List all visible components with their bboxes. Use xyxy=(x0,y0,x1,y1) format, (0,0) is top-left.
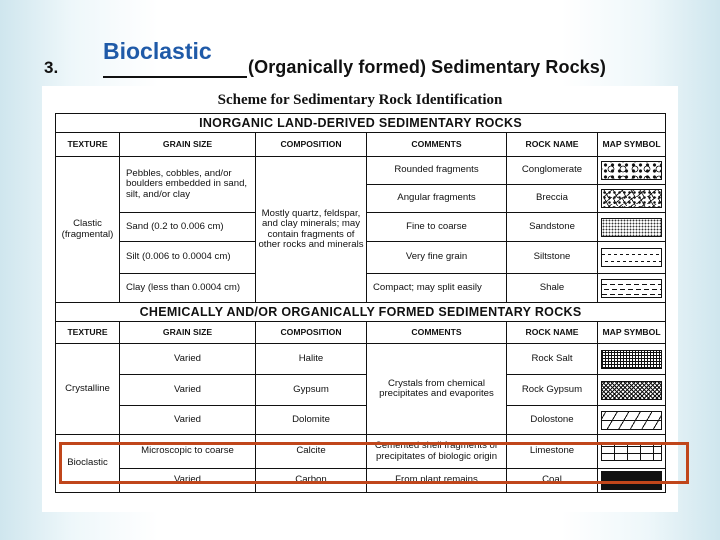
comment-evaporites: Crystals from chemical precipitates and evaporites xyxy=(367,344,507,435)
composition-dolomite: Dolomite xyxy=(256,406,367,435)
grain-varied-dolomite: Varied xyxy=(120,406,256,435)
symbol-rock-salt xyxy=(598,344,666,375)
grain-sand: Sand (0.2 to 0.006 cm) xyxy=(120,213,256,242)
texture-crystalline: Crystalline xyxy=(56,344,120,435)
slide-number: 3. xyxy=(44,58,59,77)
grain-microscopic: Microscopic to coarse xyxy=(120,435,256,469)
slide-headline: (Organically formed) Sedimentary Rocks) xyxy=(248,57,607,77)
sandstone-pattern-icon xyxy=(601,218,662,237)
grain-varied-carbon: Varied xyxy=(120,469,256,493)
grain-pebbles: Pebbles, cobbles, and/or boulders embedded in sand, silt, and/or clay xyxy=(120,157,256,213)
grain-varied-halite: Varied xyxy=(120,344,256,375)
comment-shell-fragments: Cemented shell fragments or precipitates of biologic origin xyxy=(367,435,507,469)
chemical-section-title: CHEMICALLY AND/OR ORGANICALLY FORMED SEDIMENTARY ROCKS xyxy=(56,303,666,322)
shale-pattern-icon xyxy=(601,279,662,298)
texture-clastic: Clastic (fragmental) xyxy=(56,157,120,303)
composition-halite: Halite xyxy=(256,344,367,375)
header-rock-name-2: ROCK NAME xyxy=(507,322,598,344)
header-texture-2: TEXTURE xyxy=(56,322,120,344)
rock-identification-table xyxy=(55,113,666,493)
symbol-conglomerate xyxy=(598,157,666,185)
header-composition: COMPOSITION xyxy=(256,133,367,157)
comment-angular: Angular fragments xyxy=(367,185,507,213)
composition-gypsum: Gypsum xyxy=(256,375,367,406)
bioclastic-highlight-box xyxy=(59,442,689,484)
symbol-siltstone xyxy=(598,242,666,274)
rock-rock-gypsum: Rock Gypsum xyxy=(507,375,598,406)
rock-shale: Shale xyxy=(507,274,598,303)
siltstone-pattern-icon xyxy=(601,248,662,267)
symbol-sandstone xyxy=(598,213,666,242)
texture-bioclastic: Bioclastic xyxy=(56,435,120,493)
grain-silt: Silt (0.006 to 0.0004 cm) xyxy=(120,242,256,274)
comment-very-fine: Very fine grain xyxy=(367,242,507,274)
rock-coal: Coal xyxy=(507,469,598,493)
comment-fine-coarse: Fine to coarse xyxy=(367,213,507,242)
rock-conglomerate: Conglomerate xyxy=(507,157,598,185)
header-map-symbol: MAP SYMBOL xyxy=(598,133,666,157)
scheme-title: Scheme for Sedimentary Rock Identification xyxy=(217,92,503,108)
composition-calcite: Calcite xyxy=(256,435,367,469)
conglomerate-pattern-icon xyxy=(601,161,662,180)
gypsum-pattern-icon xyxy=(601,381,662,400)
inorganic-section-title: INORGANIC LAND-DERIVED SEDIMENTARY ROCKS xyxy=(56,114,666,133)
answer-blank-line xyxy=(103,76,247,78)
dolomite-pattern-icon xyxy=(601,411,662,430)
comment-plant-remains: From plant remains xyxy=(367,469,507,493)
header-composition-2: COMPOSITION xyxy=(256,322,367,344)
header-comments: COMMENTS xyxy=(367,133,507,157)
header-texture: TEXTURE xyxy=(56,133,120,157)
grain-clay: Clay (less than 0.0004 cm) xyxy=(120,274,256,303)
symbol-rock-gypsum xyxy=(598,375,666,406)
composition-clastic: Mostly quartz, feldspar, and clay minerals; may contain fragments of other rocks and minerals xyxy=(256,157,367,303)
halite-pattern-icon xyxy=(601,350,662,369)
rock-rock-salt: Rock Salt xyxy=(507,344,598,375)
breccia-pattern-icon xyxy=(601,189,662,208)
header-grain-size-2: GRAIN SIZE xyxy=(120,322,256,344)
header-rock-name: ROCK NAME xyxy=(507,133,598,157)
header-grain-size: GRAIN SIZE xyxy=(120,133,256,157)
symbol-breccia xyxy=(598,185,666,213)
comment-compact: Compact; may split easily xyxy=(367,274,507,303)
rock-limestone: Limestone xyxy=(507,435,598,469)
symbol-shale xyxy=(598,274,666,303)
header-comments-2: COMMENTS xyxy=(367,322,507,344)
rock-dolostone: Dolostone xyxy=(507,406,598,435)
rock-siltstone: Siltstone xyxy=(507,242,598,274)
comment-rounded: Rounded fragments xyxy=(367,157,507,185)
composition-carbon: Carbon xyxy=(256,469,367,493)
symbol-dolostone xyxy=(598,406,666,435)
grain-varied-gypsum: Varied xyxy=(120,375,256,406)
rock-sandstone: Sandstone xyxy=(507,213,598,242)
rock-breccia: Breccia xyxy=(507,185,598,213)
blank-answer: Bioclastic xyxy=(103,38,212,64)
header-map-symbol-2: MAP SYMBOL xyxy=(598,322,666,344)
